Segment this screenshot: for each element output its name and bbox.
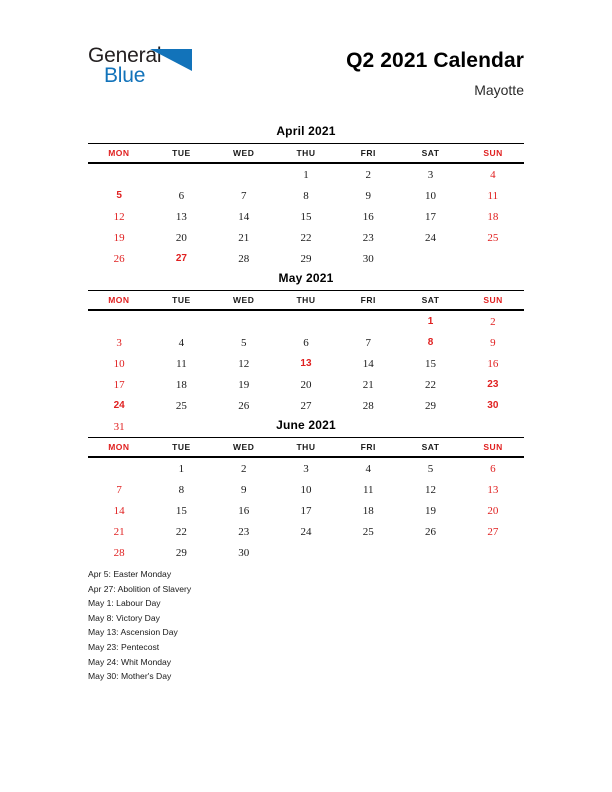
day-cell[interactable]: 4	[365, 462, 372, 475]
weekday-header-mon: MON	[88, 438, 150, 458]
day-cell[interactable]: 5	[116, 190, 122, 201]
holiday-legend-item: Apr 27: Abolition of Slavery	[88, 583, 192, 594]
day-cell-empty	[150, 310, 212, 332]
day-cell[interactable]: 12	[425, 483, 437, 496]
day-cell-empty	[213, 163, 275, 185]
weekday-header-fri: FRI	[337, 144, 399, 164]
month-block	[88, 271, 524, 437]
week-row	[88, 332, 524, 353]
day-cell[interactable]: 29	[300, 252, 312, 265]
day-cell[interactable]: 20	[175, 231, 187, 244]
day-cell[interactable]: 17	[425, 210, 437, 223]
day-cell[interactable]: 6	[490, 462, 496, 475]
day-cell[interactable]: 29	[425, 399, 437, 412]
week-row	[88, 542, 524, 563]
day-cell[interactable]: 4	[178, 336, 185, 349]
day-cell[interactable]: 22	[300, 231, 312, 244]
day-cell[interactable]: 25	[487, 231, 499, 244]
day-cell[interactable]: 3	[116, 336, 122, 349]
day-cell[interactable]: 30	[487, 400, 499, 411]
weekday-header-tue: TUE	[150, 291, 212, 311]
day-cell[interactable]: 14	[113, 504, 125, 517]
weekday-header-row	[88, 144, 524, 164]
day-cell[interactable]: 28	[362, 399, 374, 412]
day-cell-empty	[337, 542, 399, 563]
day-cell-empty	[88, 163, 150, 185]
day-cell[interactable]: 24	[425, 231, 437, 244]
day-cell[interactable]: 10	[300, 483, 312, 496]
day-cell[interactable]: 19	[425, 504, 437, 517]
logo-text-general: General	[88, 44, 162, 67]
day-cell[interactable]: 7	[365, 336, 372, 349]
holiday-legend-item: May 13: Ascension Day	[88, 627, 178, 638]
holiday-legend-item: May 8: Victory Day	[88, 612, 160, 623]
day-cell[interactable]: 14	[238, 210, 250, 223]
day-cell[interactable]: 17	[300, 504, 312, 517]
day-cell[interactable]: 9	[365, 189, 372, 202]
week-row	[88, 457, 524, 479]
weekday-header-row	[88, 291, 524, 311]
weekday-header-thu: THU	[275, 438, 337, 458]
weekday-header-mon: MON	[88, 144, 150, 164]
day-cell[interactable]: 16	[487, 357, 499, 370]
week-row	[88, 521, 524, 542]
day-cell[interactable]: 3	[427, 168, 434, 181]
month-title: April 2021	[276, 124, 336, 138]
day-cell[interactable]: 23	[362, 231, 374, 244]
day-cell[interactable]: 25	[362, 525, 374, 538]
month-grid	[88, 290, 524, 437]
day-cell[interactable]: 10	[425, 189, 437, 202]
day-cell[interactable]: 23	[238, 525, 250, 538]
day-cell[interactable]: 21	[113, 525, 125, 538]
day-cell[interactable]: 26	[113, 252, 125, 265]
week-row	[88, 374, 524, 395]
day-cell[interactable]: 2	[240, 462, 247, 475]
day-cell[interactable]: 19	[113, 231, 125, 244]
week-row	[88, 479, 524, 500]
day-cell-empty	[150, 163, 212, 185]
day-cell-empty	[399, 248, 461, 269]
weekday-header-mon: MON	[88, 291, 150, 311]
day-cell[interactable]: 30	[362, 252, 374, 265]
day-cell[interactable]: 15	[175, 504, 187, 517]
holiday-legend-item: May 30: Mother's Day	[88, 671, 172, 682]
week-row	[88, 310, 524, 332]
day-cell-empty	[462, 248, 524, 269]
month-block	[88, 418, 524, 563]
generalblue-logo[interactable]	[88, 44, 278, 96]
day-cell-empty	[213, 310, 275, 332]
day-cell[interactable]: 12	[238, 357, 250, 370]
day-cell[interactable]: 6	[178, 189, 185, 202]
weekday-header-sat: SAT	[399, 144, 461, 164]
day-cell[interactable]: 14	[362, 357, 374, 370]
day-cell[interactable]: 7	[116, 483, 122, 496]
month-block	[88, 124, 524, 269]
day-cell[interactable]: 24	[113, 400, 125, 411]
month-title: June 2021	[276, 418, 336, 432]
day-cell[interactable]: 4	[490, 168, 496, 181]
day-cell-empty	[462, 542, 524, 563]
day-cell[interactable]: 18	[175, 378, 187, 391]
weekday-header-wed: WED	[213, 291, 275, 311]
day-cell[interactable]: 3	[303, 462, 309, 475]
weekday-header-sat: SAT	[399, 291, 461, 311]
day-cell[interactable]: 27	[300, 399, 312, 412]
day-cell[interactable]: 26	[425, 525, 437, 538]
day-cell[interactable]: 22	[175, 525, 187, 538]
week-row	[88, 227, 524, 248]
page-header	[0, 0, 612, 112]
week-row	[88, 163, 524, 185]
day-cell[interactable]: 24	[300, 525, 312, 538]
day-cell[interactable]: 22	[425, 378, 437, 391]
day-cell[interactable]: 30	[238, 546, 250, 559]
day-cell[interactable]: 31	[113, 420, 125, 433]
weekday-header-thu: THU	[275, 291, 337, 311]
day-cell[interactable]: 18	[487, 210, 499, 223]
logo-triangle-icon	[148, 47, 194, 73]
weekday-header-row	[88, 438, 524, 458]
day-cell[interactable]: 20	[487, 504, 499, 517]
day-cell-empty	[275, 542, 337, 563]
weekday-header-sun: SUN	[462, 144, 524, 164]
day-cell[interactable]: 26	[238, 399, 250, 412]
day-cell[interactable]: 12	[113, 210, 125, 223]
day-cell-empty	[275, 310, 337, 332]
day-cell-empty	[337, 310, 399, 332]
weekday-header-tue: TUE	[150, 144, 212, 164]
month-grid	[88, 437, 524, 563]
week-row	[88, 500, 524, 521]
day-cell[interactable]: 18	[362, 504, 374, 517]
day-cell[interactable]: 27	[175, 253, 187, 264]
day-cell-empty	[88, 310, 150, 332]
week-row	[88, 185, 524, 206]
week-row	[88, 353, 524, 374]
week-row	[88, 206, 524, 227]
month-title: May 2021	[278, 271, 334, 285]
day-cell[interactable]: 1	[178, 462, 185, 475]
holiday-legend-item: May 24: Whit Monday	[88, 656, 172, 667]
logo-text-blue: Blue	[104, 64, 146, 87]
week-row	[88, 395, 524, 416]
day-cell[interactable]: 8	[427, 337, 434, 348]
day-cell[interactable]: 2	[490, 315, 496, 328]
day-cell[interactable]: 21	[362, 378, 374, 391]
day-cell[interactable]: 25	[175, 399, 187, 412]
day-cell[interactable]: 17	[113, 378, 125, 391]
day-cell[interactable]: 13	[487, 483, 499, 496]
weekday-header-sun: SUN	[462, 438, 524, 458]
holiday-legend-item: May 23: Pentecost	[88, 641, 160, 652]
day-cell[interactable]: 6	[303, 336, 309, 349]
day-cell[interactable]: 13	[175, 210, 187, 223]
month-grid	[88, 143, 524, 269]
day-cell[interactable]: 11	[362, 483, 374, 496]
day-cell-empty	[399, 542, 461, 563]
day-cell[interactable]: 5	[427, 462, 434, 475]
day-cell[interactable]: 29	[175, 546, 187, 559]
day-cell[interactable]: 15	[425, 357, 437, 370]
weekday-header-sun: SUN	[462, 291, 524, 311]
day-cell[interactable]: 13	[300, 358, 312, 369]
day-cell[interactable]: 23	[487, 379, 499, 390]
holiday-legend-item: May 1: Labour Day	[88, 598, 161, 609]
weekday-header-sat: SAT	[399, 438, 461, 458]
weekday-header-wed: WED	[213, 144, 275, 164]
day-cell[interactable]: 1	[427, 316, 434, 327]
weekday-header-wed: WED	[213, 438, 275, 458]
holiday-legend-item: Apr 5: Easter Monday	[88, 569, 172, 579]
day-cell[interactable]: 8	[178, 483, 185, 496]
weekday-header-fri: FRI	[337, 291, 399, 311]
day-cell-empty	[88, 457, 150, 479]
weekday-header-tue: TUE	[150, 438, 212, 458]
day-cell[interactable]: 15	[300, 210, 312, 223]
day-cell[interactable]: 28	[238, 252, 250, 265]
day-cell[interactable]: 9	[240, 483, 247, 496]
day-cell[interactable]: 2	[365, 168, 372, 181]
day-cell[interactable]: 21	[238, 231, 250, 244]
day-cell[interactable]: 11	[487, 189, 499, 202]
title-block	[346, 48, 524, 100]
day-cell[interactable]: 7	[240, 189, 247, 202]
day-cell[interactable]: 5	[240, 336, 247, 349]
day-cell[interactable]: 16	[238, 504, 250, 517]
day-cell[interactable]: 27	[487, 525, 499, 538]
weekday-header-thu: THU	[275, 144, 337, 164]
day-cell[interactable]: 9	[490, 336, 496, 349]
holiday-legend	[88, 567, 388, 684]
day-cell[interactable]: 19	[238, 378, 250, 391]
day-cell[interactable]: 28	[113, 546, 125, 559]
day-cell[interactable]: 11	[176, 357, 187, 370]
day-cell[interactable]: 8	[303, 189, 309, 202]
week-row	[88, 248, 524, 269]
page-title: Q2 2021 Calendar	[346, 49, 524, 72]
day-cell[interactable]: 1	[303, 168, 309, 181]
day-cell[interactable]: 16	[362, 210, 374, 223]
page-subtitle-region: Mayotte	[474, 82, 524, 98]
weekday-header-fri: FRI	[337, 438, 399, 458]
day-cell[interactable]: 10	[113, 357, 125, 370]
day-cell[interactable]: 20	[300, 378, 312, 391]
